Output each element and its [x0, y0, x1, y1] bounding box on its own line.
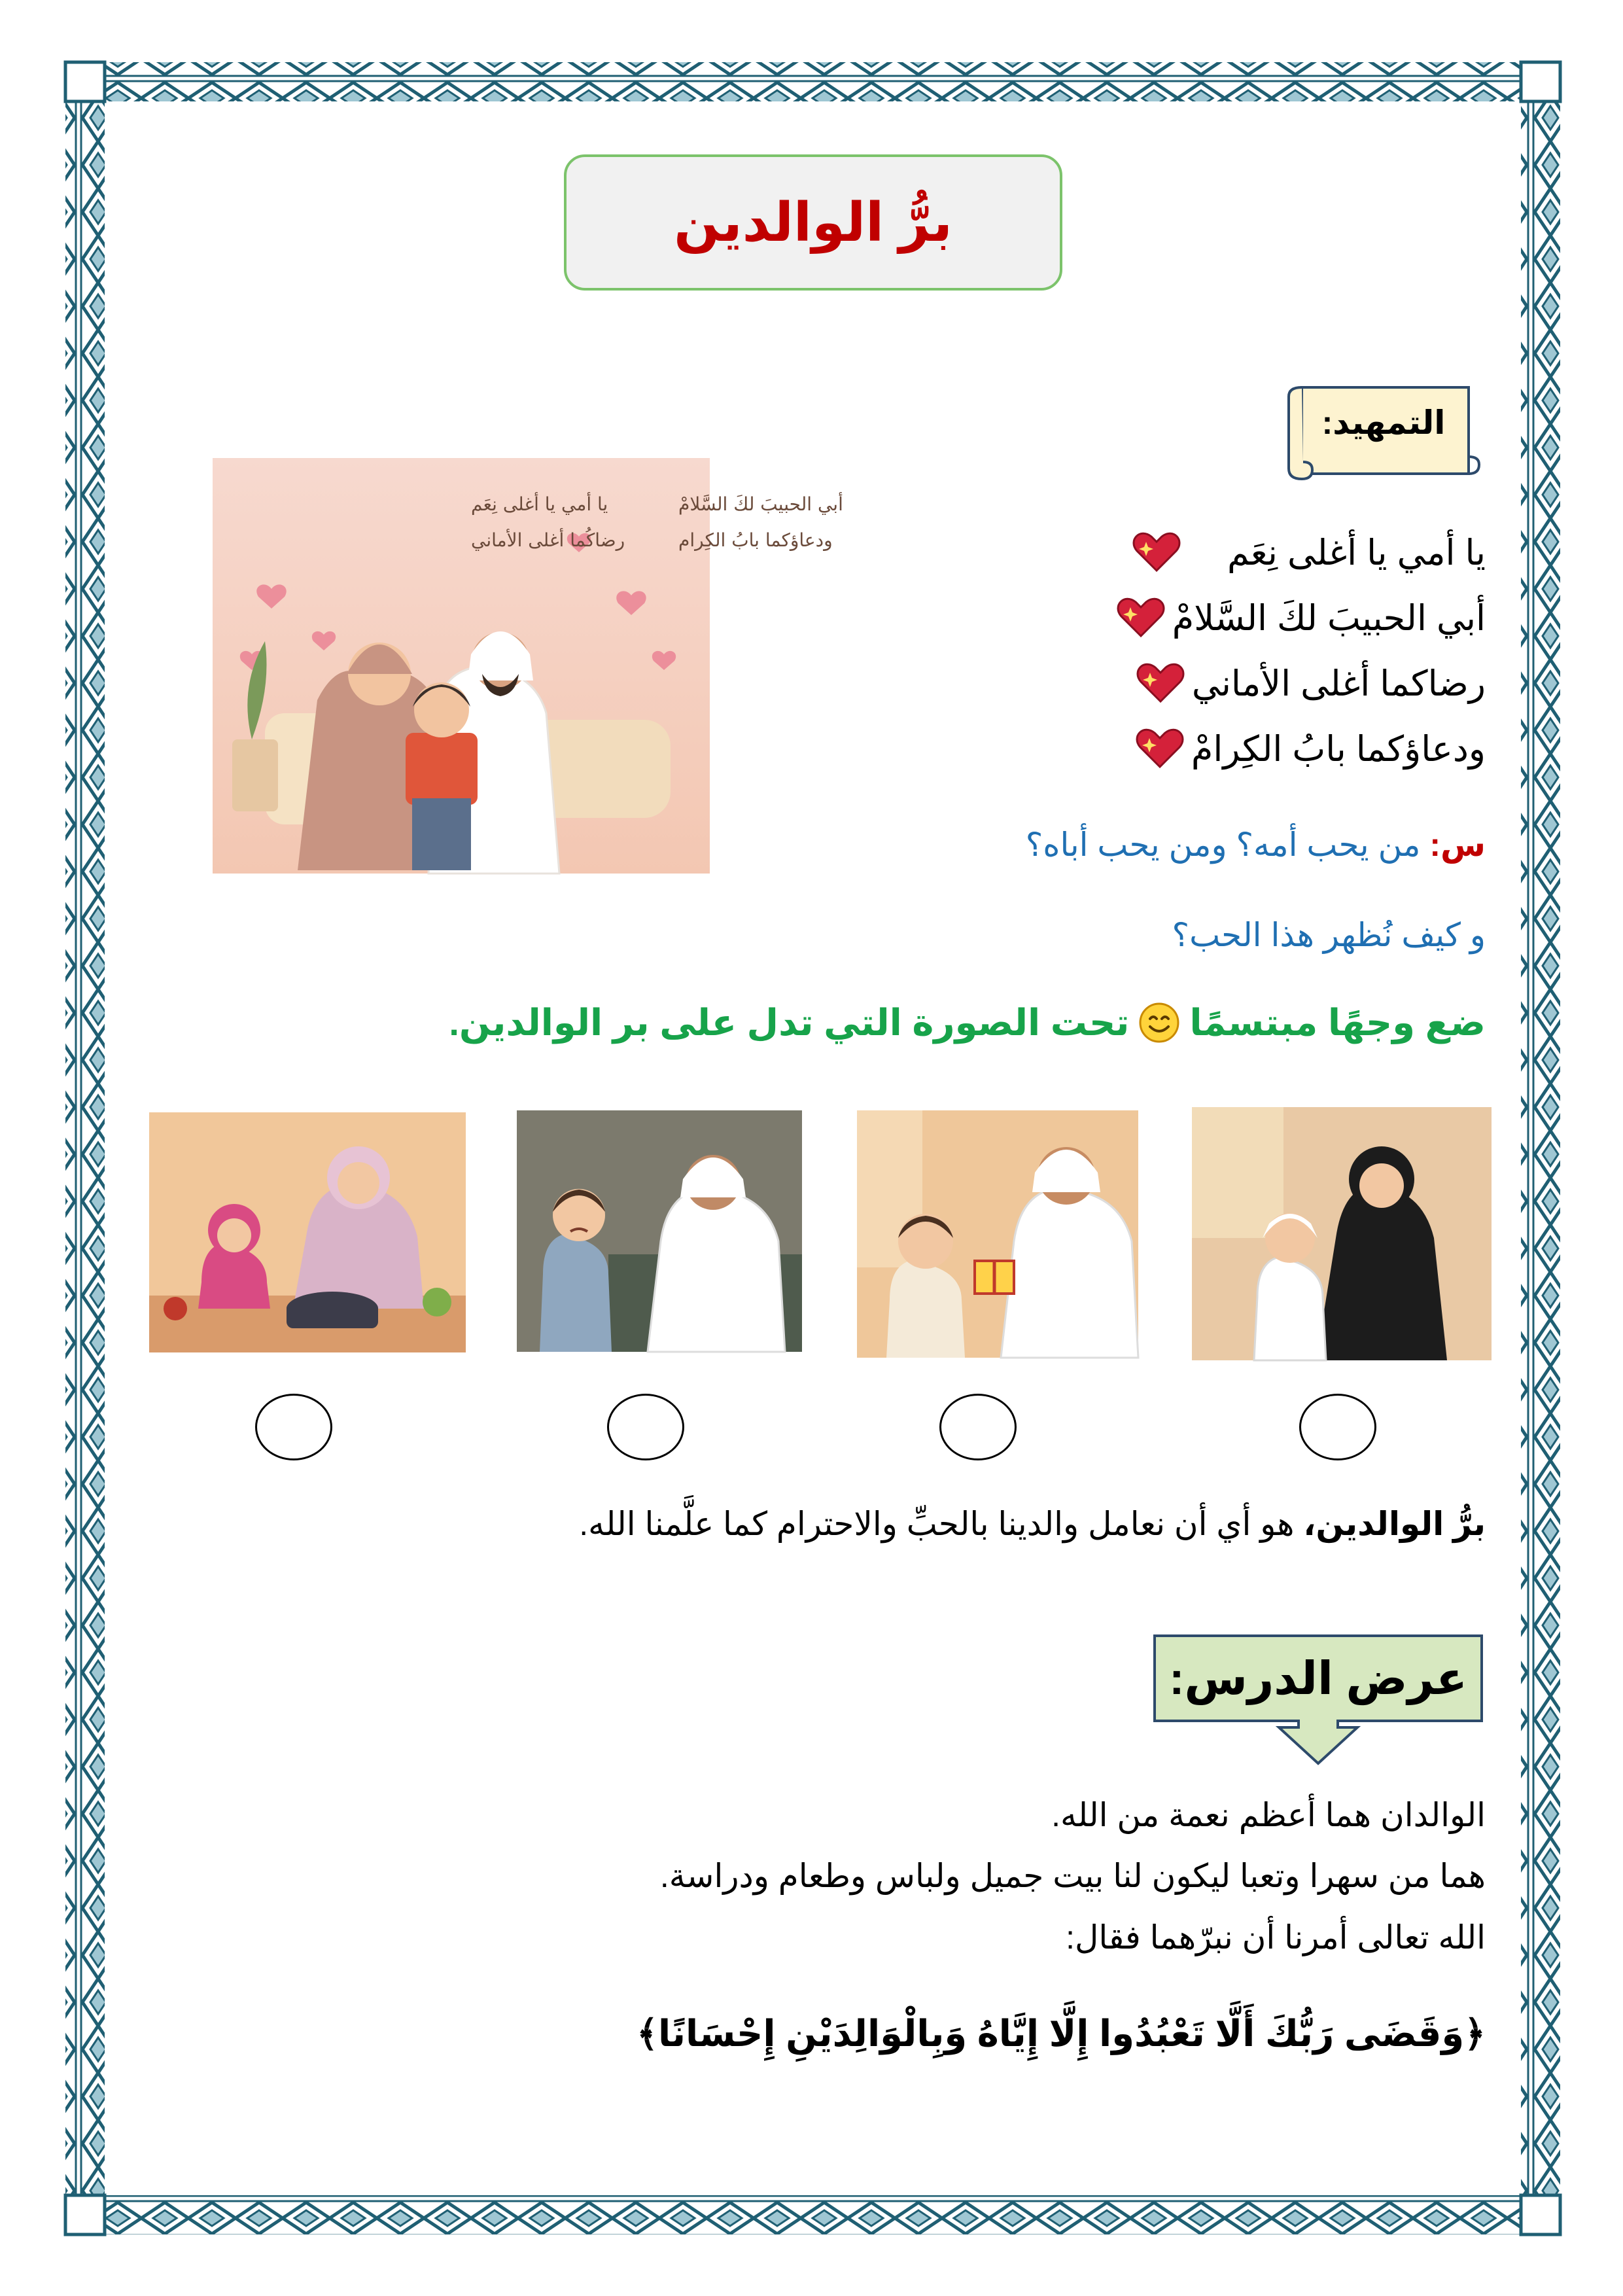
definition-text: هو أي أن نعامل والدينا بالحبِّ والاحترام كما علَّمنا الله. — [579, 1506, 1295, 1542]
image-poem-line-3: رضاكُما أغلى الأماني — [471, 529, 625, 551]
poem-line-3: رضاكما أغلى الأماني — [1136, 662, 1486, 704]
sparkling-heart-icon — [1132, 531, 1181, 573]
question-2 — [1172, 916, 1486, 954]
question-1 — [1026, 826, 1486, 864]
answer-circle-3[interactable] — [607, 1394, 684, 1460]
image-poem-line-4: ودعاؤكما بابُ الكِرام — [678, 529, 833, 551]
poem-line-2: أبي الحبيبَ لكَ السَّلامْ — [1116, 597, 1486, 639]
lesson-line-1: الوالدان هما أعظم نعمة من الله. — [1051, 1797, 1486, 1833]
page-title: برُّ الوالدين — [674, 192, 952, 253]
scene-child-with-mother — [1192, 1107, 1492, 1360]
title-box — [564, 154, 1062, 291]
image-poem-line-2: أبي الحبيبَ لكَ السَّلامْ — [678, 493, 843, 515]
lesson-section-label: عرض الدرس: — [1169, 1653, 1467, 1704]
answer-circle-2[interactable] — [939, 1394, 1017, 1460]
lesson-line-3: الله تعالى أمرنا أن نبرّهما فقال: — [1066, 1919, 1486, 1956]
definition-line — [579, 1505, 1486, 1543]
family-illustration — [213, 458, 843, 874]
answer-circle-4[interactable] — [255, 1394, 332, 1460]
question-label: س: — [1429, 826, 1486, 863]
definition-term: برُّ الوالدين، — [1303, 1506, 1486, 1542]
poem-line-4: ودعاؤكما بابُ الكِرامْ — [1135, 728, 1486, 769]
scene-child-upset-with-father — [517, 1110, 802, 1352]
question-1-text: من يحب أمه؟ ومن يحب أباه؟ — [1025, 826, 1421, 863]
smiley-face-icon — [1138, 1002, 1180, 1044]
activity-instruction: ضع وجهًا مبتسمًا تحت الصورة التي تدل على بر الوالدين. — [449, 1002, 1486, 1043]
scene-child-helps-mother-cook — [149, 1112, 466, 1352]
answer-circle-1[interactable] — [1299, 1394, 1376, 1460]
question-2-text: و كيف نُظهر هذا الحب؟ — [1172, 917, 1486, 953]
poem-line-1: يا أمي يا أغلى نِعَم — [1132, 531, 1486, 573]
lesson-line-2: هما من سهرا وتعبا ليكون لنا بيت جميل ولباس وطعام ودراسة. — [659, 1858, 1486, 1894]
scene-child-gives-gift — [857, 1110, 1138, 1358]
image-poem-line-1: يا أمي يا أغلى نِعَم — [471, 493, 608, 515]
sparkling-heart-icon — [1136, 662, 1185, 704]
sparkling-heart-icon — [1116, 597, 1166, 639]
intro-section-label: التمهيد: — [1321, 404, 1446, 441]
quran-verse: ﴿وَقَضَى رَبُّكَ أَلَّا تَعْبُدُوا إِلَّا إِيَّاهُ وَبِالْوَالِدَيْنِ إِحْسَانًا﴾ — [637, 2013, 1486, 2054]
sparkling-heart-icon — [1135, 728, 1185, 769]
